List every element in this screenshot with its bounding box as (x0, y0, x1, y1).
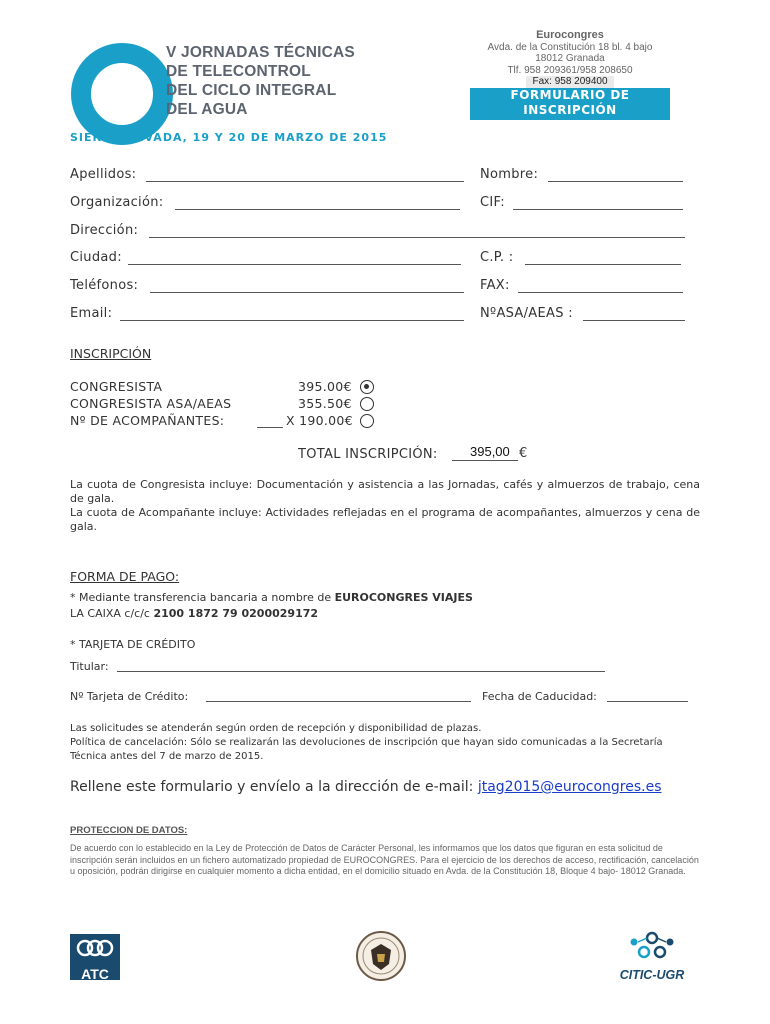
form-title-box (470, 88, 670, 120)
card-number-label: Nº Tarjeta de Crédito: (70, 690, 189, 703)
organizer-phones: Tlf. 958 209361/958 208650 (507, 64, 633, 76)
atc-logo-text: ATC (81, 966, 109, 982)
ciudad-label: Ciudad: (70, 250, 122, 265)
option-asa-price: 355.50€ (298, 396, 352, 411)
policy-line-2: Política de cancelación: Sólo se realizarán las devoluciones de inscripción que hayan sido comunicadas a la Secretaría Técnica antes del 7 de marzo de 2015. (70, 737, 663, 762)
organizacion-label: Organización: (70, 195, 164, 210)
nombre-field[interactable] (548, 181, 683, 182)
form-title-line-2: INSCRIPCIÓN (523, 103, 617, 117)
organizer-info (470, 30, 670, 88)
option-congresista-label: CONGRESISTA (70, 379, 163, 394)
organizer-address-1: Avda. de la Constitución 18 bl. 4 bajo (487, 41, 653, 53)
organizer-fax: Fax: 958 209400 (526, 76, 613, 88)
pago-transfer-prefix: * Mediante transferencia bancaria a nombre de (70, 591, 335, 604)
proteccion-title: PROTECCION DE DATOS: (70, 825, 188, 836)
pago-title: FORMA DE PAGO: (70, 569, 180, 584)
telefonos-field[interactable] (150, 292, 464, 293)
pago-bank (70, 607, 318, 621)
policy-line-1: Las solicitudes se atenderán según orden de recepción y disponibilidad de plazas. (70, 723, 482, 734)
send-text: Rellene este formulario y envíelo a la dirección de e-mail: (70, 779, 478, 795)
proteccion-body: De acuerdo con lo establecido en la Ley de Protección de Datos de Carácter Personal, les informamos que los datos que figuran en esta solicitud de inscripción serán incluidos en un fichero automatizado propiedad de EUROCONGRES. Para el ejercicio de los derechos de acceso, rectificación, cancelación u oposición, podrán dirigirse en cualquier momento a dicha entidad, en el domicilio situado en Avda. de la Constitución 18, Bloque 4 bajo- 18012 Granada. (70, 843, 699, 876)
total-field[interactable] (452, 460, 518, 461)
citic-logo-mark (604, 930, 700, 964)
event-title-line-2: DE TELECONTROL (166, 63, 311, 80)
asa-label: NºASA/AEAS : (480, 306, 573, 321)
note-acompanante: La cuota de Acompañante incluye: Actividades reflejadas en el programa de acompañantes, almuerzos y cena de gala. (70, 506, 700, 533)
citic-logo-text: CITIC-UGR (619, 968, 685, 982)
event-title-line-4: DEL AGUA (166, 101, 248, 118)
titular-field[interactable] (117, 671, 605, 672)
fax-field[interactable] (518, 292, 683, 293)
fax-label: FAX: (480, 278, 510, 293)
cif-field[interactable] (513, 209, 683, 210)
cp-label: C.P. : (480, 250, 514, 265)
organizacion-field[interactable] (175, 209, 460, 210)
email-field[interactable] (120, 320, 464, 321)
cp-field[interactable] (525, 264, 681, 265)
card-title: * TARJETA DE CRÉDITO (70, 638, 196, 651)
form-title-line-1: FORMULARIO DE (510, 88, 630, 102)
option-asa-radio[interactable] (360, 397, 374, 411)
telefonos-label: Teléfonos: (70, 278, 139, 293)
apellidos-field[interactable] (146, 181, 464, 182)
total-label: TOTAL INSCRIPCIÓN: (298, 447, 438, 462)
pago-transfer (70, 591, 473, 605)
atc-logo (70, 934, 120, 980)
option-asa-label: CONGRESISTA ASA/AEAS (70, 396, 232, 411)
expiry-field[interactable] (607, 701, 688, 702)
option-acompanantes-radio[interactable] (360, 414, 374, 428)
event-dates: SIERRA NEVADA, 19 Y 20 DE MARZO DE 2015 (70, 131, 388, 144)
acompanantes-count-field[interactable] (257, 427, 283, 428)
option-acompanantes-price: X 190.00€ (286, 413, 353, 428)
total-value: 395,00 (470, 444, 510, 459)
card-number-field[interactable] (206, 701, 471, 702)
organizer-address-2: 18012 Granada (535, 53, 605, 64)
event-title-line-1: V JORNADAS TÉCNICAS (166, 44, 355, 61)
expiry-label: Fecha de Caducidad: (482, 690, 597, 703)
email-label: Email: (70, 306, 113, 321)
asa-field[interactable] (583, 320, 685, 321)
option-congresista-radio[interactable] (360, 380, 374, 394)
nombre-label: Nombre: (480, 167, 539, 182)
total-currency: € (519, 446, 528, 461)
apellidos-label: Apellidos: (70, 167, 137, 182)
ciudad-field[interactable] (128, 264, 461, 265)
option-congresista-price: 395.00€ (298, 379, 352, 394)
event-title-line-3: DEL CICLO INTEGRAL (166, 82, 337, 99)
inscripcion-title: INSCRIPCIÓN (70, 346, 152, 361)
note-congresista: La cuota de Congresista incluye: Documentación y asistencia a las Jornadas, cafés y almuerzos de trabajo, cena de gala. (70, 478, 700, 505)
pago-transfer-name: EUROCONGRES VIAJES (334, 591, 473, 604)
direccion-label: Dirección: (70, 223, 139, 238)
cif-label: CIF: (480, 195, 505, 210)
send-email-link[interactable]: jtag2015@eurocongres.es (477, 779, 662, 795)
direccion-field[interactable] (149, 237, 685, 238)
pago-bank-prefix: LA CAIXA c/c/c (70, 607, 154, 620)
pago-bank-account: 2100 1872 79 0200029172 (153, 607, 319, 620)
university-seal-icon (355, 930, 407, 982)
option-acompanantes-label: Nº DE ACOMPAÑANTES: (70, 413, 225, 428)
send-instruction (70, 779, 662, 795)
atc-logo-mark (70, 934, 120, 962)
organizer-name: Eurocongres (536, 29, 604, 41)
citic-ugr-logo (604, 930, 700, 982)
titular-label: Titular: (70, 660, 109, 673)
